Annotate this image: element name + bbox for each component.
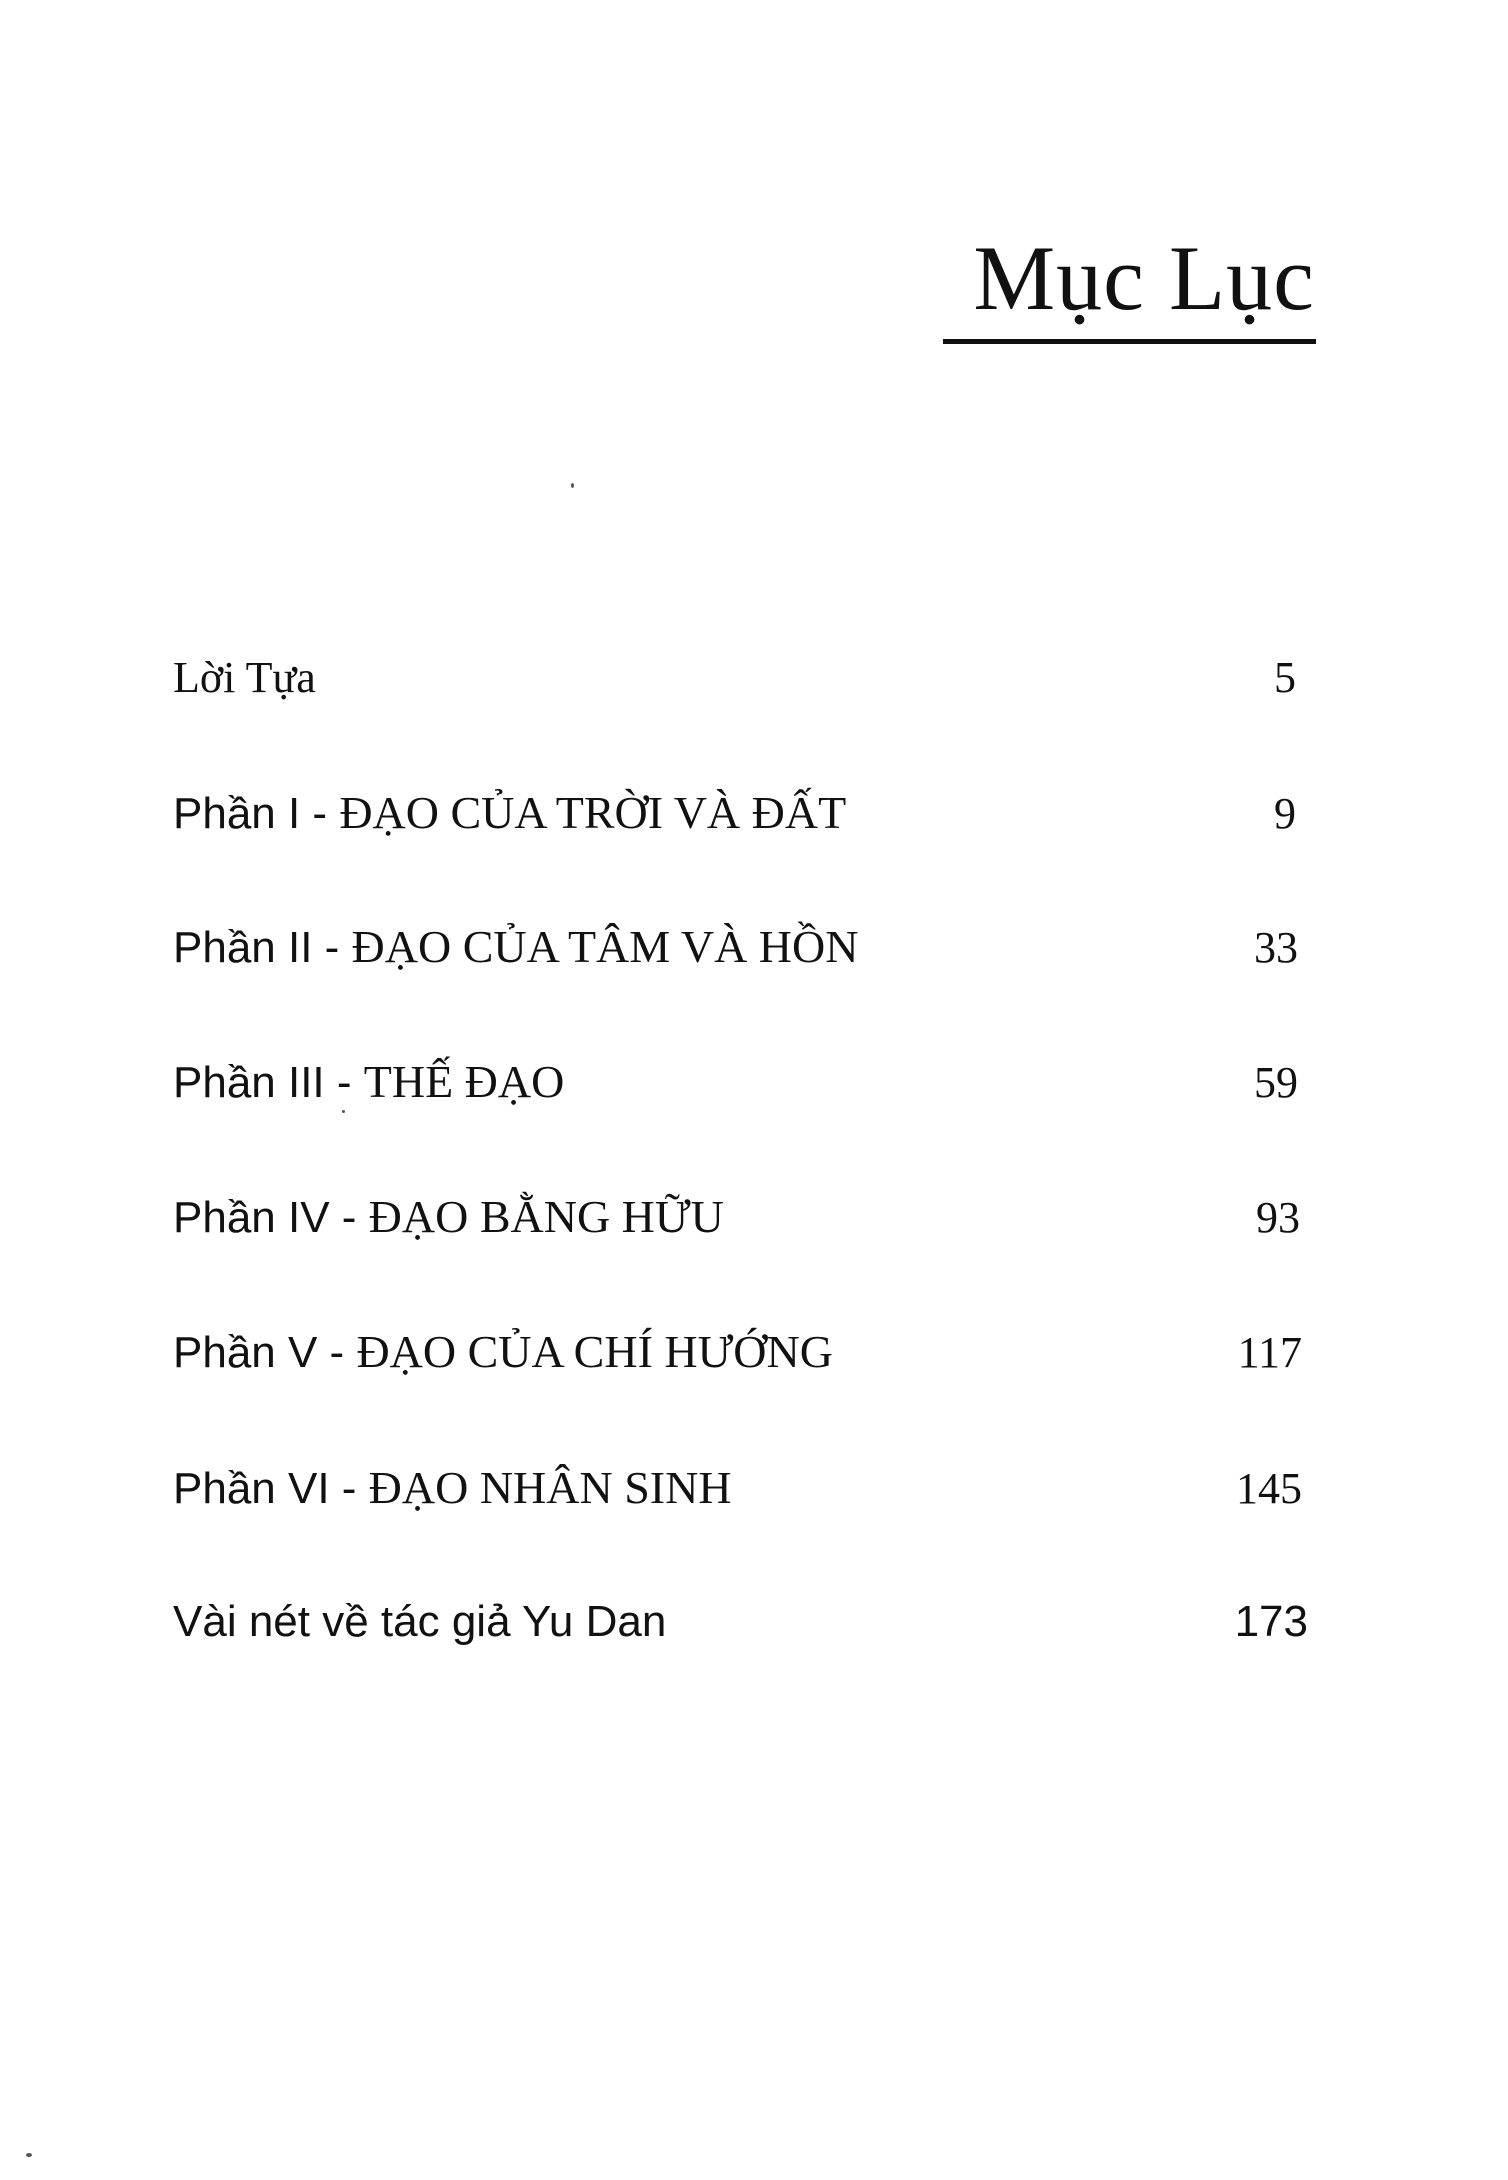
toc-entry-label [173,1598,666,1644]
toc-entry-page: 93 [1256,1193,1300,1242]
toc-entry-name: ĐẠO CỦA CHÍ HƯỚNG [356,1326,833,1377]
toc-entry-name: ĐẠO NHÂN SINH [368,1462,732,1513]
toc-entry-label [173,1462,732,1513]
toc-entry-label [173,921,859,972]
toc-entry-prefix: Phần I - [173,789,340,838]
toc-entry-page: 117 [1237,1328,1302,1377]
toc-entry-part-2[interactable] [173,900,1308,970]
toc-entry-name: ĐẠO CỦA TRỜI VÀ ĐẤT [339,787,847,838]
toc-entry-about-author[interactable] [173,1574,1308,1644]
toc-entry-page: 173 [1234,1597,1308,1646]
toc-entry-name: ĐẠO CỦA TÂM VÀ HỒN [351,921,859,972]
toc-entry-prefix: Vài nét về tác giả Yu Dan [173,1597,667,1646]
toc-entry-label [173,1191,724,1242]
toc-entry-prefix: Phần V - [173,1328,357,1377]
toc-entry-prefix: Phần II - [173,923,352,972]
toc-entry-name: ĐẠO BẰNG HỮU [368,1191,724,1242]
toc-entry-part-6[interactable] [173,1441,1308,1511]
toc-entry-name: THẾ ĐẠO [363,1056,565,1107]
toc-entry-part-4[interactable] [173,1170,1308,1240]
toc-entry-page: 33 [1254,923,1298,972]
toc-entry-page: 5 [1274,653,1296,702]
toc-entry-label [173,1326,833,1377]
toc-entry-label [173,654,316,700]
scan-speck [571,483,574,488]
toc-entry-page: 9 [1274,789,1296,838]
toc-entry-prefix: Phần VI - [173,1464,369,1513]
toc-entry-label [173,1056,565,1107]
toc-entry-preface[interactable] [173,630,1308,700]
toc-entry-prefix: Lời Tựa [173,653,316,702]
toc-entry-page: 145 [1236,1464,1302,1513]
scan-speck [26,2153,32,2157]
page-title: Mục Lục [973,227,1315,329]
toc-entry-page: 59 [1254,1058,1298,1107]
toc-entry-part-1[interactable] [173,766,1308,836]
toc-entry-label [173,787,847,838]
toc-entry-prefix: Phần IV - [173,1193,369,1242]
scan-speck [342,1110,345,1113]
toc-entry-part-5[interactable] [173,1305,1308,1375]
toc-entry-prefix: Phần III - [173,1058,364,1107]
toc-entry-part-3[interactable] [173,1035,1308,1105]
